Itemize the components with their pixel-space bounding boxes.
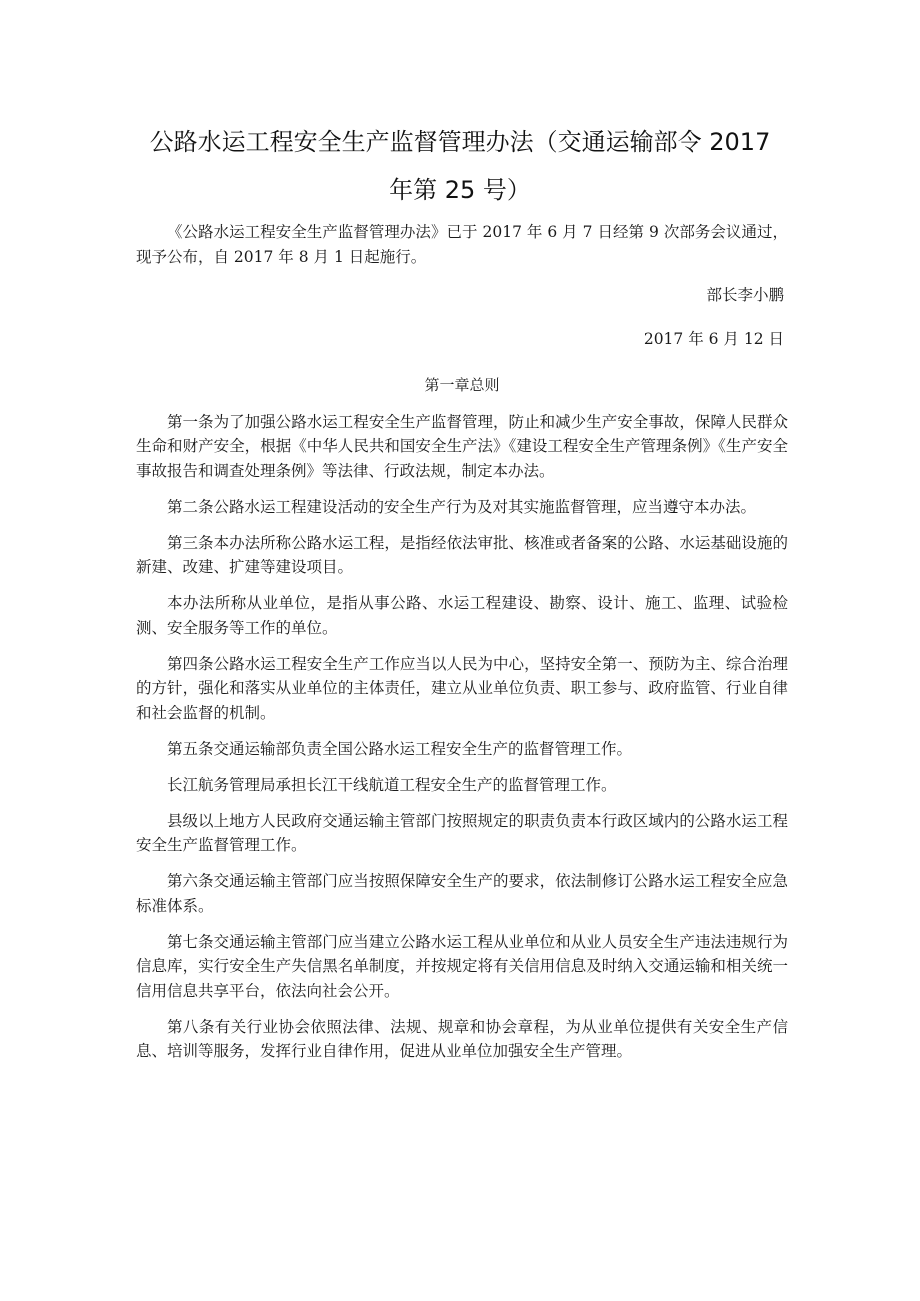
article-paragraph: 第三条本办法所称公路水运工程，是指经依法审批、核准或者备案的公路、水运基础设施的新建、改建、扩建等建设项目。: [136, 533, 788, 576]
article-paragraph: 第五条交通运输部负责全国公路水运工程安全生产的监督管理工作。: [167, 739, 633, 758]
article-paragraph: 第四条公路水运工程安全生产工作应当以人民为中心，坚持安全第一、预防为主、综合治理的方针，强化和落实从业单位的主体责任，建立从业单位负责、职工参与、政府监管、行业自律和社会监督的机制。: [136, 654, 788, 722]
document-title: [120, 118, 800, 214]
article-paragraph: 第二条公路水运工程建设活动的安全生产行为及对其实施监督管理，应当遵守本办法。: [167, 497, 757, 516]
article-paragraph: 第七条交通运输主管部门应当建立公路水运工程从业单位和从业人员安全生产违法违规行为信息库，实行安全生产失信黑名单制度，并按规定将有关信用信息及时纳入交通运输和相关统一信用信息共享平台，依法向社会公开。: [136, 932, 788, 1000]
issue-date: 2017 年 6 月 12 日: [643, 329, 784, 348]
article-paragraph: 第六条交通运输主管部门应当按照保障安全生产的要求，依法制修订公路水运工程安全应急标准体系。: [136, 872, 788, 915]
intro-paragraph: 《公路水运工程安全生产监督管理办法》已于 2017 年 6 月 7 日经第 9 次部务会议通过，现予公布，自 2017 年 8 月 1 日起施行。: [136, 223, 788, 266]
title-line-1: 公路水运工程安全生产监督管理办法（交通运输部令 2017: [149, 128, 771, 156]
chapter-title: 第一章总则: [424, 376, 500, 394]
signature: 部长李小鹏: [706, 286, 784, 304]
article-paragraph: 第八条有关行业协会依照法律、法规、规章和协会章程，为从业单位提供有关安全生产信息、培训等服务，发挥行业自律作用，促进从业单位加强安全生产管理。: [136, 1017, 788, 1060]
article-paragraph: 第一条为了加强公路水运工程安全生产监督管理，防止和减少生产安全事故，保障人民群众生命和财产安全，根据《中华人民共和国安全生产法》《建设工程安全生产管理条例》《生产安全事故报告和调查处理条例》等法律、行政法规，制定本办法。: [136, 412, 788, 480]
title-line-2: 年第 25 号）: [389, 176, 531, 204]
article-paragraph: 县级以上地方人民政府交通运输主管部门按照规定的职责负责本行政区域内的公路水运工程安全生产监督管理工作。: [136, 811, 788, 854]
article-paragraph: 本办法所称从业单位，是指从事公路、水运工程建设、勘察、设计、施工、监理、试验检测、安全服务等工作的单位。: [136, 594, 788, 637]
article-paragraph: 长江航务管理局承担长江干线航道工程安全生产的监督管理工作。: [167, 775, 617, 794]
document-body: [136, 220, 788, 1075]
